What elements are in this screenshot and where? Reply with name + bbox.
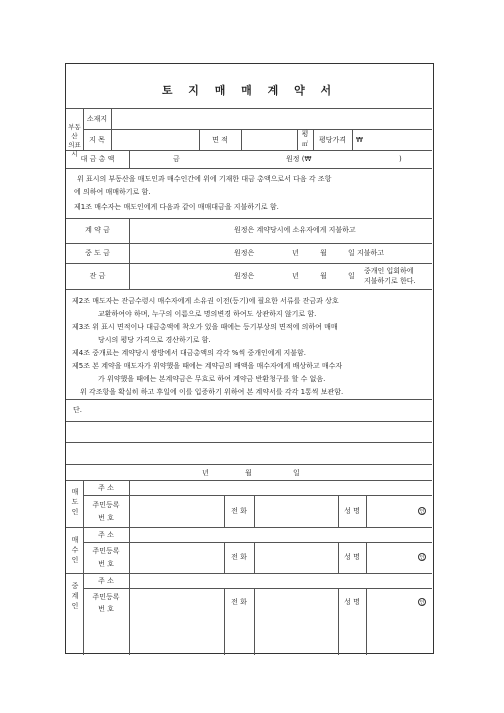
rule	[66, 399, 432, 400]
total-won: 원정 (₩	[286, 155, 312, 163]
unit-sq-label: ㎡	[301, 141, 308, 148]
deposit-label: 계 약 금	[85, 226, 110, 234]
rule	[66, 480, 432, 481]
rule	[66, 243, 432, 244]
price-per-label: 평당가격	[318, 136, 347, 144]
seller-id-label-1: 주민등록	[92, 501, 120, 509]
rule	[83, 542, 432, 543]
total-geum: 금	[173, 155, 180, 163]
contract-form	[65, 63, 434, 654]
date-day: 일	[293, 469, 300, 477]
article-5-line-1: 제5조 본 계약을 매도자가 위약했을 때에는 계약금의 배액을 매수자에게 배상하고 매수자	[72, 362, 343, 370]
balance-day: 일	[348, 272, 355, 280]
buyer-address-label: 주 소	[98, 531, 114, 539]
rule	[366, 588, 367, 655]
page-title: 토 지 매 매 계 약 서	[161, 84, 338, 97]
seller-id-label-2: 번 호	[98, 514, 114, 522]
dan-label: 단.	[73, 406, 82, 414]
seller-seal-icon: 인	[419, 509, 425, 515]
rule	[129, 480, 130, 655]
balance-won: 원정은	[234, 272, 255, 280]
intro-line-2: 에 의하여 매매하기로 함.	[74, 188, 151, 196]
interim-year: 년	[292, 249, 299, 257]
rule	[352, 129, 353, 150]
rule	[66, 263, 432, 264]
broker-seal-icon: 인	[419, 600, 425, 606]
interim-day: 일 지불하고	[348, 249, 385, 257]
seller-label: 매 도 인	[71, 488, 79, 516]
rule	[254, 495, 255, 527]
interim-won: 원정은	[234, 249, 255, 257]
article-3-line-1: 제3조 위 표시 면적이나 대금총액에 착오가 있을 때에는 등기부상의 면적에 의하여 매매	[72, 323, 338, 331]
rule	[241, 129, 242, 150]
rule	[66, 464, 432, 465]
broker-phone-label: 전 화	[231, 598, 247, 606]
seller-phone-label: 전 화	[231, 507, 247, 515]
broker-label: 중 계 인	[71, 582, 79, 610]
buyer-id-label-1: 주민등록	[92, 547, 120, 555]
rule	[111, 108, 112, 150]
intro-line-1: 위 표시의 부동산을 매도인과 매수인간에 위에 기재한 대금 총액으로서 다음 각 조항	[77, 175, 332, 183]
rule	[254, 588, 255, 655]
buyer-id-label-2: 번 호	[98, 560, 114, 568]
rule	[66, 289, 432, 290]
buyer-name-label: 성 명	[344, 553, 360, 561]
rule	[129, 150, 130, 168]
article-4: 제4조 중개료는 계약당시 쌍방에서 대금총액의 각각 %씩 중개인에게 지불함.	[72, 349, 306, 357]
date-year: 년	[202, 469, 209, 477]
rule	[66, 168, 432, 169]
rule	[66, 108, 432, 109]
unit-label: 평	[301, 130, 309, 138]
property-group-label: 부동산 의표시	[68, 123, 81, 158]
article-2-line-2: 교환하여야 하며, 누구의 이름으로 명의변경 하여도 상관하지 않기로 함.	[98, 310, 317, 318]
location-label: 소재지	[86, 115, 108, 123]
closing-clause: 위 각조항을 확실히 하고 후일에 이를 입증하기 위하여 본 계약서를 각각 1통씩 보관함.	[80, 388, 344, 396]
article-3-line-2: 당시의 평당 가격으로 경산하기로 함.	[98, 336, 211, 344]
broker-name-label: 성 명	[344, 598, 360, 606]
seller-name-label: 성 명	[344, 507, 360, 515]
balance-month: 월	[320, 272, 327, 280]
rule	[83, 495, 432, 496]
broker-id-label-2: 번 호	[98, 605, 114, 613]
rule	[66, 150, 432, 151]
balance-label: 잔 금	[89, 272, 106, 280]
balance-year: 년	[292, 272, 299, 280]
category-label: 지 목	[89, 136, 105, 144]
balance-note-1: 중개인 입회하에	[364, 267, 414, 275]
rule	[254, 542, 255, 573]
rule	[66, 442, 432, 443]
date-month: 월	[245, 469, 252, 477]
rule	[66, 527, 432, 528]
buyer-seal-icon: 인	[419, 555, 425, 561]
rule	[83, 129, 432, 130]
rule	[66, 421, 432, 422]
deposit-text: 원정은 계약당시에 소유자에게 지불하고	[234, 226, 356, 234]
intro-line-3: 제1조 매수자는 매도인에게 다음과 같이 매매대금을 지불하기로 함.	[74, 203, 279, 211]
rule	[66, 573, 432, 574]
interim-label: 중 도 금	[85, 249, 110, 257]
broker-address-label: 주 소	[98, 577, 114, 585]
currency-symbol: ₩	[356, 136, 363, 144]
buyer-label: 매 수 인	[71, 536, 79, 564]
article-5-line-2: 가 위약했을 때에는 본계약금은 무효로 하여 계약금 반환청구를 할 수 없음.	[98, 375, 326, 383]
rule	[83, 588, 432, 589]
total-label: 대 금 총 액	[80, 155, 115, 163]
article-2-line-1: 제2조 매도자는 잔금수령시 매수자에게 소유권 이전(등기)에 필요한 서류를 잔금과 상호	[72, 297, 339, 305]
rule	[129, 218, 130, 289]
rule	[366, 495, 367, 527]
buyer-phone-label: 전 화	[231, 553, 247, 561]
balance-note-2: 지불하기로 한다.	[364, 277, 416, 285]
total-close: )	[399, 155, 402, 163]
interim-month: 월	[320, 249, 327, 257]
rule	[66, 218, 432, 219]
rule	[366, 542, 367, 573]
seller-address-label: 주 소	[98, 484, 114, 492]
area-label: 면 적	[212, 136, 228, 144]
broker-id-label-1: 주민등록	[92, 593, 120, 601]
